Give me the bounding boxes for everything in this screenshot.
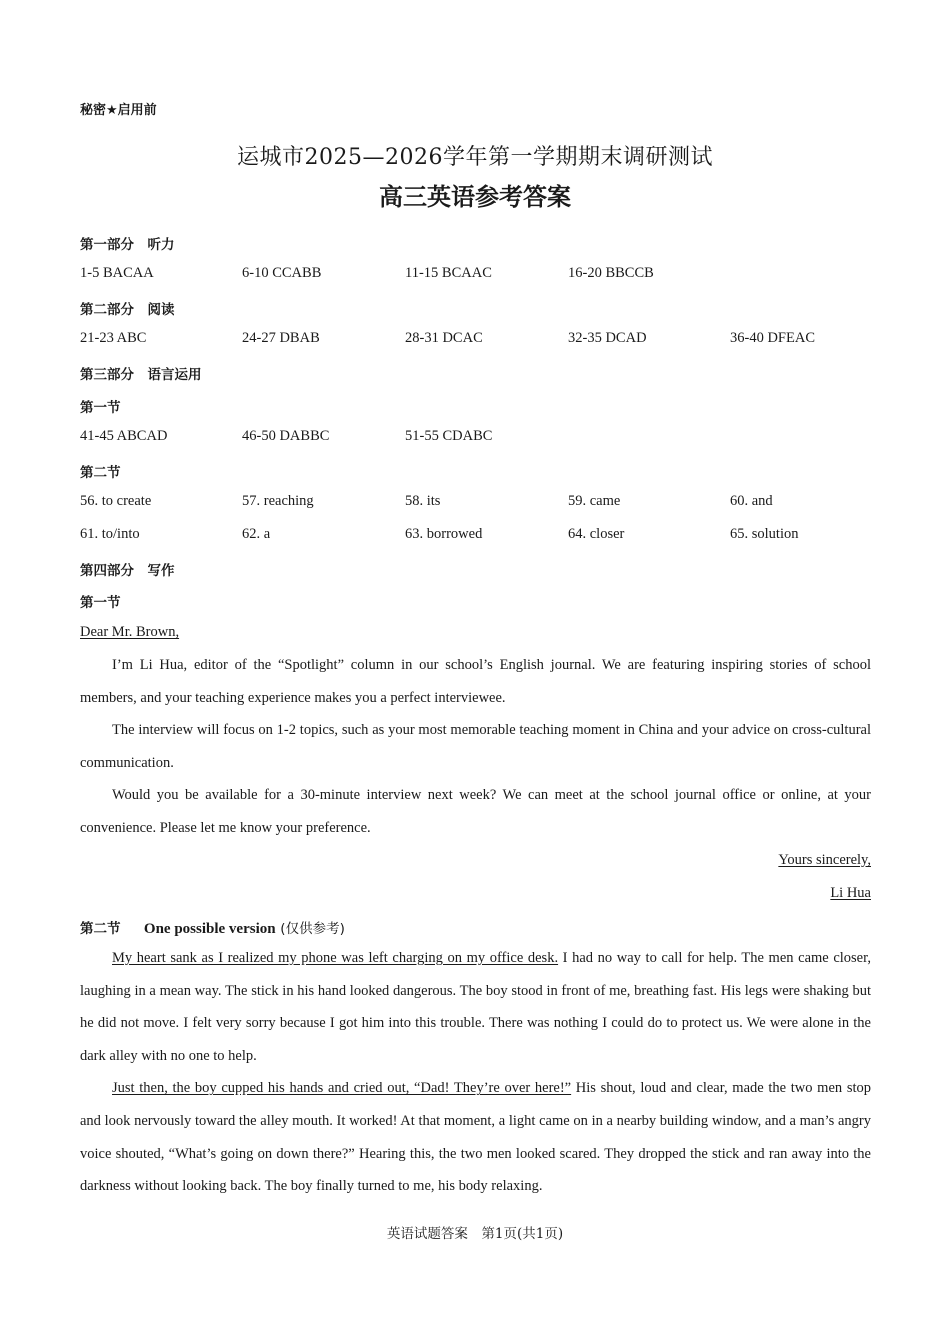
answer-item: 60. and (730, 493, 773, 509)
letter-body (80, 649, 871, 845)
part3-section1-answers-row (80, 428, 900, 450)
essay-text: His shout, loud and clear, made the two men stop and look nervously toward the alley mouth. It worked! At that moment, a light came on in a nearby building window, and a man’s angry voice shouted, “What’s going on down there?” Hearing this, the two men looked scared. They dropped the stick and ran away into the darkness without looking back. The boy finally turned to me, his body relaxing. (80, 1080, 871, 1195)
section-label: 第二节 (80, 921, 121, 937)
answer-group: 32-35 DCAD (568, 330, 647, 346)
page-footer: 英语试题答案 第1页(共1页) (386, 1226, 564, 1242)
answer-item: 58. its (405, 493, 441, 509)
answer-group: 16-20 BBCCB (568, 265, 654, 281)
part3-section2-answers-row2 (80, 526, 900, 548)
essay-paragraph-2 (80, 1072, 871, 1202)
confidential-label: 秘密★启用前 (80, 103, 157, 118)
letter-signature: Li Hua (830, 885, 871, 901)
essay-text: I had no way to call for help. The men came closer, laughing in a mean way. The stick in his hand looked dangerous. The boy stood in front of me, breathing fast. His legs were shaking but he did not move. I felt very sorry because I got him into this trouble. There was nothing I could do to protect us. We were alone in the dark alley with no one to help. (80, 950, 871, 1064)
answer-group: 24-27 DBAB (242, 330, 320, 346)
answer-item: 56. to create (80, 493, 152, 509)
answer-item: 65. solution (730, 526, 799, 542)
answer-group: 11-15 BCAAC (405, 265, 492, 281)
part1-answers-row (80, 265, 900, 287)
letter-salutation: Dear Mr. Brown, (80, 624, 180, 640)
part4-section1-heading: 第一节 (80, 595, 121, 611)
answer-item: 62. a (242, 526, 271, 542)
answer-group: 6-10 CCABB (242, 265, 322, 281)
exam-title: 运城市2025—2026学年第一学期期末调研测试 (237, 145, 713, 170)
answer-item: 59. came (568, 493, 621, 509)
given-opening-sentence: My heart sank as I realized my phone was left charging on my office desk. (112, 950, 559, 966)
letter-paragraph: I’m Li Hua, editor of the “Spotlight” column in our school’s English journal. We are featuring inspiring stories of school members, and your teaching experience makes you a perfect interviewee. (80, 657, 871, 706)
part2-heading: 第二部分 阅读 (80, 302, 175, 318)
answer-group: 51-55 CDABC (405, 428, 493, 444)
section-version-label: One possible version (143, 921, 276, 937)
answer-key-title: 高三英语参考答案 (379, 183, 571, 211)
letter-paragraph: Would you be available for a 30-minute interview next week? We can meet at the school journal office or online, at your convenience. Please let me know your preference. (80, 787, 871, 836)
answer-item: 61. to/into (80, 526, 140, 542)
answer-group: 28-31 DCAC (405, 330, 483, 346)
answer-group: 1-5 BACAA (80, 265, 154, 281)
answer-group: 41-45 ABCAD (80, 428, 168, 444)
answer-item: 63. borrowed (405, 526, 483, 542)
part4-section2-heading (80, 917, 345, 938)
section-note: (仅供参考) (280, 921, 345, 937)
answer-item: 64. closer (568, 526, 625, 542)
answer-group: 46-50 DABBC (242, 428, 330, 444)
part2-answers-row (80, 330, 900, 352)
part3-section1-heading: 第一节 (80, 400, 121, 416)
part3-section2-heading: 第二节 (80, 465, 121, 481)
letter-closing: Yours sincerely, (778, 852, 871, 868)
continuation-essay (80, 942, 871, 1203)
part1-heading: 第一部分 听力 (80, 237, 175, 253)
part4-heading: 第四部分 写作 (80, 563, 175, 579)
letter-paragraph: The interview will focus on 1-2 topics, such as your most memorable teaching moment in China and your advice on cross-cultural communication. (80, 722, 871, 771)
part3-heading: 第三部分 语言运用 (80, 367, 202, 383)
given-opening-sentence: Just then, the boy cupped his hands and cried out, “Dad! They’re over here!” (112, 1080, 572, 1097)
essay-paragraph-1 (80, 942, 871, 1072)
part3-section2-answers-row1 (80, 493, 900, 515)
answer-item: 57. reaching (242, 493, 314, 509)
answer-group: 36-40 DFEAC (730, 330, 815, 346)
answer-group: 21-23 ABC (80, 330, 147, 346)
